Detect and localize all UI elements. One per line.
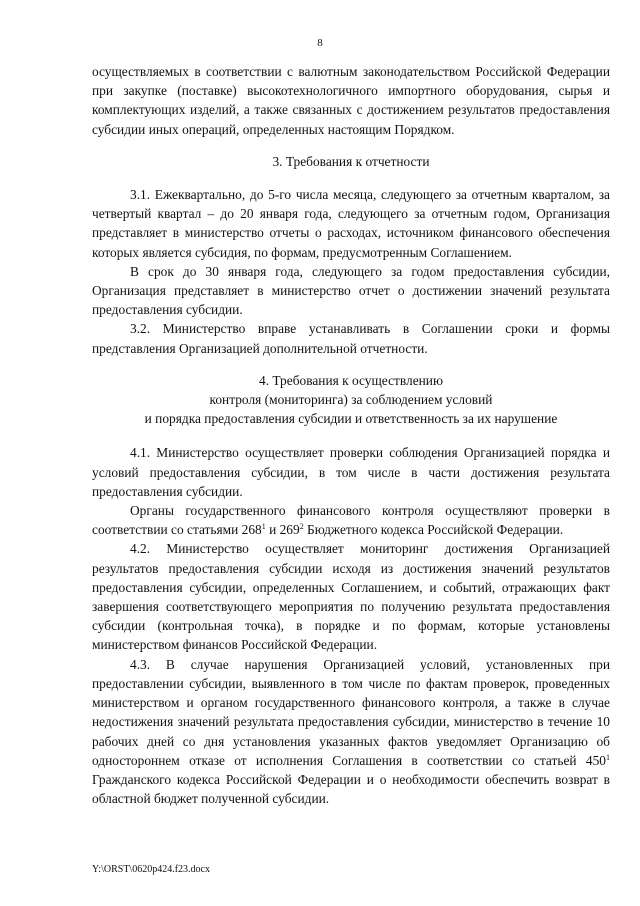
paragraph-4-1-b [92, 501, 610, 539]
footer-file-path: Y:\ORST\0620p424.f23.docx [92, 864, 210, 875]
paragraph-4-1-b-text-1: Органы государственного финансового контроля осуществляют проверки в соответствии со статьями 268 [92, 503, 610, 538]
paragraph-4-2: 4.2. Министерство осуществляет мониторинг достижения Организацией результатов предоставления субсидии исходя из достижения значений результатов предоставления субсидии, определенных Соглашением, и событий, отражающих факт завершения соответствующего мероприятия по получению результата предоставления субсидии (контрольная точка), в порядке и по формам, которые установлены министерством финансов Российской Федерации. [92, 541, 610, 653]
page-number: 8 [317, 37, 323, 49]
paragraph-3-2: 3.2. Министерство вправе устанавливать в Соглашении сроки и формы представления Организацией дополнительной отчетности. [92, 321, 610, 356]
section-4-title-line-3: и порядка предоставления субсидии и ответственность за их нарушение [144, 411, 558, 427]
intro-paragraph: осуществляемых в соответствии с валютным законодательством Российской Федерации при закупке (поставке) высокотехнологичного импортного оборудования, сырья и комплектующих изделий, а также связанных с достижением результатов предоставления субсидии иных операций, определенных настоящим Порядком. [92, 64, 610, 137]
section-4-title-line-2: контроля (мониторинга) за соблюдением условий [209, 392, 493, 408]
paragraph-4-3-text-1: 4.3. В случае нарушения Организацией условий, установленных при предоставлении субсидии, выявленного в том числе по фактам проверок, проведенных министерством и органом государственного финансового контроля, а также в случае недостижения значений результата предоставления субсидии, министерство в течение 10 рабочих дней со дня установления указанных фактов уведомляет Организацию об одностороннем отказе от исполнения Соглашения в соответствии со статьей 450 [92, 656, 610, 768]
paragraph-3-1: 3.1. Ежеквартально, до 5-го числа месяца, следующего за отчетным кварталом, за четвертый квартал – до 20 января года, следующего за отчетным годом, Организация представляет в министерство отчеты о расходах, источником финансового обеспечения которых является субсидия, по формам, предусмотренным Соглашением. [92, 187, 610, 260]
paragraph-4-1-b-text-2: и 269 [265, 522, 300, 538]
paragraph-4-1: 4.1. Министерство осуществляет проверки соблюдения Организацией порядка и условий предоставления субсидии, в том числе в части достижения результата предоставления субсидии. [92, 445, 610, 499]
section-4-title-line-1: 4. Требования к осуществлению [259, 372, 443, 388]
paragraph-4-1-b-text-3: Бюджетного кодекса Российской Федерации. [303, 522, 564, 538]
document-body [92, 62, 610, 808]
paragraph-4-3 [92, 655, 610, 809]
footnote-sup-3: 1 [606, 752, 610, 762]
paragraph-4-3-text-2: Гражданского кодекса Российской Федерации и о необходимости обеспечить возврат в областной бюджет полученной субсидии. [92, 771, 610, 807]
footnote-sup-1: 1 [261, 522, 266, 532]
footnote-sup-2: 2 [299, 522, 304, 532]
section-4-title [92, 371, 610, 429]
section-3-title: 3. Требования к отчетности [272, 153, 430, 169]
paragraph-3-1-b: В срок до 30 января года, следующего за годом предоставления субсидии, Организация представляет в министерство отчет о достижении значений результата предоставления субсидии. [92, 263, 610, 318]
